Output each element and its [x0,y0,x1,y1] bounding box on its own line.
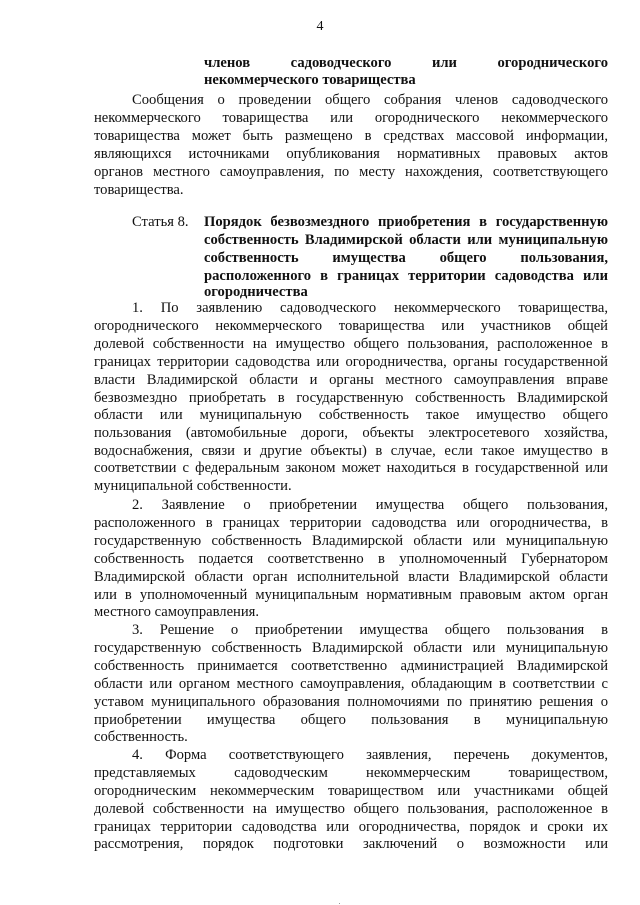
paragraph-2-line: местного самоуправления. [94,604,260,620]
paragraph-1-line: пользования (автомобильные дороги, объекты электросетевого хозяйства, [94,425,608,441]
paragraph-1-line: безвозмездно приобретать в государственную собственность Владимирской [94,390,608,406]
paragraph-2-line: 2. Заявление о приобретении имущества общего пользования, [132,497,608,513]
article-heading-line: собственность имущества общего пользования, [204,250,608,266]
paragraph-3-line: приобретении имущества общего пользования в муниципальную [94,712,608,728]
messages-line: Сообщения о проведении общего собрания членов садоводческого [132,92,608,108]
paragraph-3-line: собственность. [94,729,188,745]
messages-line: товарищества. [94,182,184,198]
paragraph-2-line: собственность подается соответственно в уполномоченный Губернатором [94,551,608,567]
article-label: Статья 8. [132,214,189,230]
messages-line: некоммерческого товарищества или огороднического некоммерческого [94,110,608,126]
article-heading-line: Порядок безвозмездного приобретения в государственную [204,214,608,230]
paragraph-1-line: муниципальной собственности. [94,478,292,494]
paragraph-1-line: 1. По заявлению садоводческого некоммерческого товарищества, [132,300,608,316]
intro-line: членов садоводческого или огороднического [204,55,608,71]
paragraph-4-line: представляемых садоводческим некоммерческим товариществом, [94,765,608,781]
paragraph-3-line: уставом муниципального образования полномочиями по принятию решения о [94,694,608,710]
paragraph-3-line: государственную собственность Владимирской области или муниципальную [94,640,608,656]
paragraph-3-line: собственность принимается соответственно администрацией Владимирской [94,658,608,674]
messages-line: товарищества может быть размещено в средствах массовой информации, [94,128,608,144]
article-heading-line: расположенного в границах территории садоводства или [204,268,608,284]
paragraph-4-line: рассмотрения, порядок подготовки заключений о возможности или [94,836,608,852]
messages-line: являющихся источниками опубликования нормативных правовых актов [94,146,608,162]
article-heading-line: собственность Владимирской области или муниципальную [204,232,608,248]
paragraph-4-line: 4. Форма соответствующего заявления, перечень документов, [132,747,608,763]
scan-speck [339,903,340,904]
paragraph-4-line: долевой собственности на имущество общего пользования, расположенное в [94,801,608,817]
paragraph-1-line: огороднического некоммерческого товарищества или участников общей [94,318,608,334]
paragraph-1-line: границах территории садоводства или огородничества, органы государственной [94,354,608,370]
paragraph-2-line: Владимирской области орган исполнительной власти Владимирской области [94,569,608,585]
article-heading-line: огородничества [204,284,308,300]
page-number: 4 [316,19,324,34]
paragraph-3-line: 3. Решение о приобретении имущества общего пользования в [132,622,608,638]
intro-line: некоммерческого товарищества [204,72,416,88]
paragraph-1-line: соответствии с федеральным законом может находиться в государственной или [94,460,608,476]
paragraph-2-line: расположенного в границах территории садоводства или огородничества, в [94,515,608,531]
paragraph-1-line: власти Владимирской области и органы местного самоуправления вправе [94,372,608,388]
paragraph-1-line: области или муниципальную собственность такое имущество общего [94,407,608,423]
paragraph-1-line: долевой собственности на имущество общего пользования, расположенное в [94,336,608,352]
paragraph-1-line: водоснабжения, связи и другие объекты) в случае, если такое имущество в [94,443,608,459]
paragraph-3-line: области или органом местного самоуправления, обладающим в соответствии с [94,676,608,692]
paragraph-2-line: государственную собственность Владимирской области или муниципальную [94,533,608,549]
paragraph-2-line: или в уполномоченный муниципальным нормативным правовым актом орган [94,587,608,603]
paragraph-4-line: границах территории садоводства или огородничества, порядок и сроки их [94,819,608,835]
paragraph-4-line: огородническим некоммерческим товариществом или участниками общей [94,783,608,799]
messages-line: органов местного самоуправления, по месту нахождения, соответствующего [94,164,608,180]
